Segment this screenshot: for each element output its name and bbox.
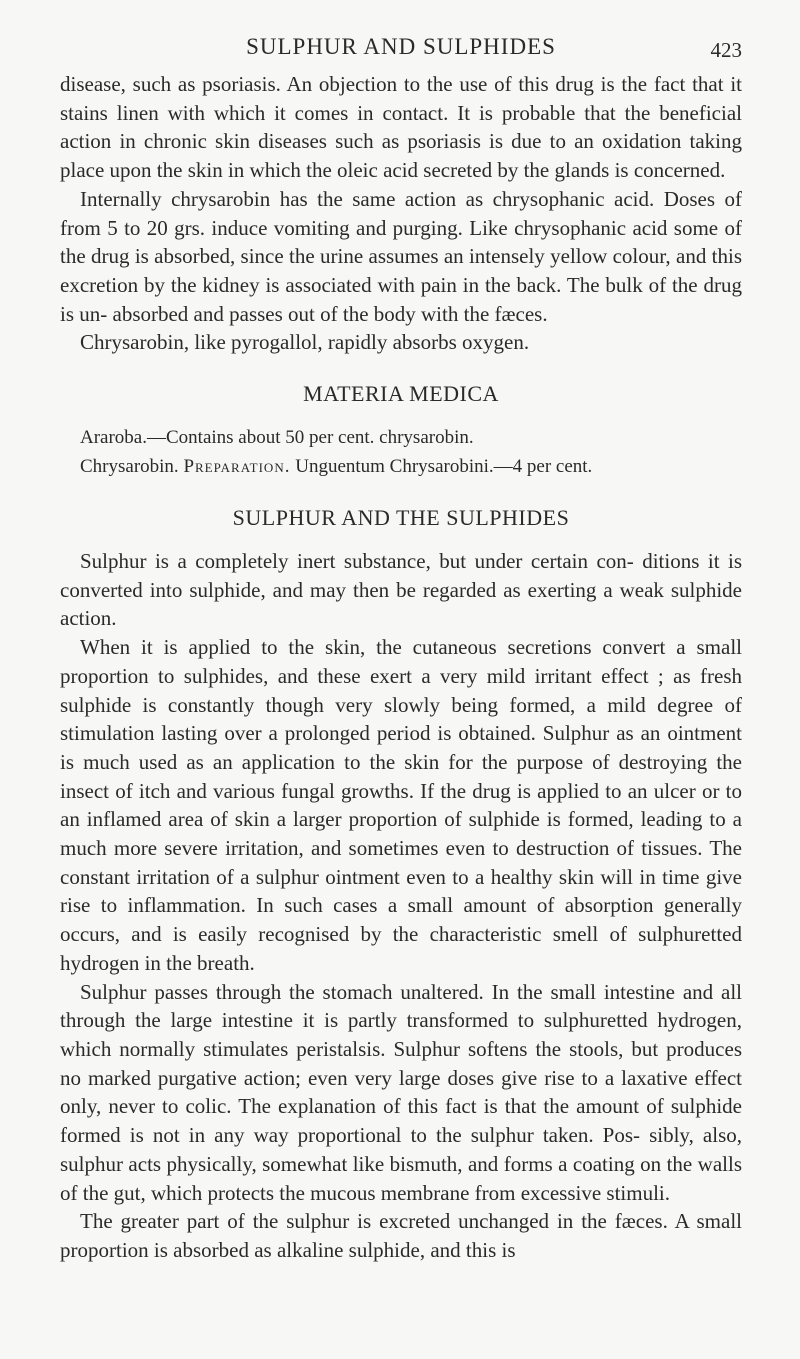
chrysarobin-section [60,70,742,357]
materia-entry-araroba [60,423,742,452]
entry-term: Chrysarobin. [80,456,179,478]
paragraph: Sulphur passes through the stomach unaltered. In the small intestine and all through the large intestine it is partly transformed to sulphuretted hydrogen, which normally stimulates peristalsis. Sulphur softens the stools, but produces no marked purgative action; even very large doses give rise to a laxative effect only, never to colic. The explanation of this fact is that the amount of sulphide formed is not in any way proportional to the sulphur taken. Pos- sibly, also, sulphur acts physically, somewhat like bismuth, and forms a coating on the walls of the gut, which protects the mucous membrane from excessive stimuli. [60,979,742,1205]
page-number: 423 [710,38,742,62]
paragraph: When it is applied to the skin, the cutaneous secretions convert a small proportion to sulphides, and these exert a very mild irritant effect ; as fresh sulphide is constantly though very slowly being formed, a mild degree of stimulation lasting over a prolonged period is obtained. Sulphur as an ointment is much used as an application to the skin for the purpose of destroying the insect of itch and various fungal growths. If the drug is applied to an ulcer or to an inflamed area of skin a larger proportion of sulphide is formed, leading to a much more severe irritation, and sometimes even to destruction of tissues. The constant irritation of a sulphur ointment even to a healthy skin will in time give rise to inflammation. In such cases a small amount of absorption generally occurs, and is easily recognised by the characteristic smell of sulphuretted hydrogen in the breath. [60,635,742,975]
book-page [60,20,742,1265]
materia-entry-chrysarobin [60,452,742,481]
section-heading: SULPHUR AND THE SULPHIDES [232,505,570,531]
running-head [60,20,742,70]
preparation-name: Unguentum Chrysarobini. [295,456,494,478]
materia-medica-heading: MATERIA MEDICA [303,381,499,407]
paragraph: Internally chrysarobin has the same action as chrysophanic acid. Doses of from 5 to 20 grs. induce vomiting and purging. Like chrysophanic acid some of the drug is absorbed, since the urine assumes an intensely yellow colour, and this excretion by the kidney is associated with pain in the back. The bulk of the drug is un- absorbed and passes out of the body with the fæces. [60,186,742,326]
paragraph: disease, such as psoriasis. An objection to the use of this drug is the fact that it stains linen with which it comes in contact. It is probable that the beneficial action in chronic skin diseases such as psoriasis is due to an oxidation taking place upon the skin in which the oleic acid secreted by the glands is concerned. [60,72,742,183]
paragraph: Sulphur is a completely inert substance, but under certain con- ditions it is converted into sulphide, and may then be regarded as exerting a weak sulphide action. [60,549,742,631]
entry-text: —Contains about 50 per cent. chrysarobin. [147,427,474,449]
materia-medica-list [60,423,742,481]
paragraph: Chrysarobin, like pyrogallol, rapidly absorbs oxygen. [80,330,530,355]
running-title: SULPHUR AND SULPHIDES [246,34,556,59]
paragraph: The greater part of the sulphur is excreted unchanged in the fæces. A small proportion is absorbed as alkaline sulphide, and this is [60,1209,742,1262]
preparation-text: —4 per cent. [493,456,593,478]
preparation-label: Preparation. [183,456,291,478]
entry-term: Araroba. [80,427,147,449]
sulphur-section [60,547,742,1265]
